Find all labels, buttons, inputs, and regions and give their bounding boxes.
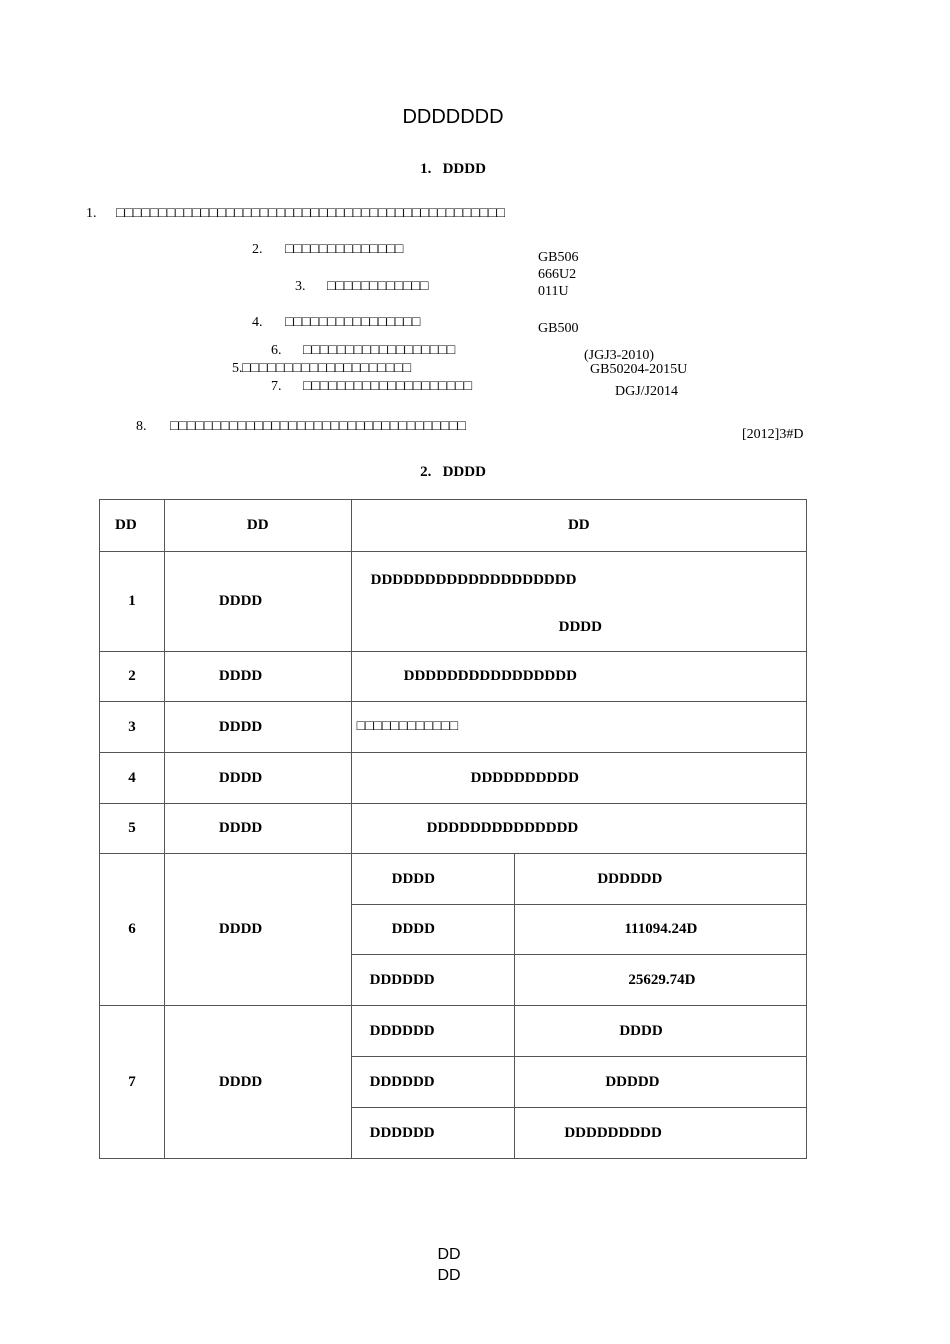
standard-ref: [2012]3#D bbox=[742, 427, 804, 442]
list-item-number: 7. bbox=[271, 379, 282, 394]
sub-label: DDDDDD bbox=[351, 1108, 515, 1159]
sub-value: DDDDD bbox=[515, 1057, 807, 1108]
sub-value: 111094.24D bbox=[515, 905, 807, 955]
table-row bbox=[100, 702, 807, 753]
standard-ref: 011U bbox=[538, 284, 569, 299]
list-item-number: 1. bbox=[86, 206, 97, 221]
project-table bbox=[99, 499, 807, 1159]
list-item-number: 3. bbox=[295, 279, 306, 294]
sub-label: DDDDDD bbox=[351, 1006, 515, 1057]
header-cell: DD bbox=[164, 500, 351, 552]
row-name: DDDD bbox=[164, 854, 351, 1006]
standard-ref: DGJ/J2014 bbox=[615, 384, 679, 399]
row-number: 5 bbox=[100, 804, 165, 854]
sub-label: DDDD bbox=[351, 905, 515, 955]
sub-value: DDDDDD bbox=[515, 854, 807, 905]
standard-ref: GB500 bbox=[538, 321, 579, 336]
table-row bbox=[100, 1006, 807, 1057]
row-content bbox=[351, 552, 806, 652]
row-name: DDDD bbox=[164, 552, 351, 652]
table-row bbox=[100, 804, 807, 854]
row-number: 7 bbox=[100, 1006, 165, 1159]
table-row bbox=[100, 652, 807, 702]
sub-value: DDDDDDDDD bbox=[515, 1108, 807, 1159]
row-content: DDDDDDDDDDDDDDDD bbox=[351, 652, 806, 702]
list-item-number: 2. bbox=[252, 242, 263, 257]
header-cell: DD bbox=[351, 500, 806, 552]
row-number: 2 bbox=[100, 652, 165, 702]
list-item-text: □□□□□□□□□□□□□□□□□□□□□□□□□□□□□□□□□□□ bbox=[170, 419, 466, 434]
row-name: DDDD bbox=[164, 753, 351, 804]
list-item-text: □□□□□□□□□□□□□□□□ bbox=[285, 315, 421, 330]
footer-line: DD bbox=[437, 1267, 461, 1284]
list-item-number: 8. bbox=[136, 419, 147, 434]
list-item-number: 4. bbox=[252, 315, 263, 330]
table-row bbox=[100, 854, 807, 905]
page-footer bbox=[399, 1244, 499, 1286]
list-item-text: □□□□□□□□□□□□ bbox=[327, 279, 429, 294]
standard-ref: (JGJ3-2010) bbox=[584, 348, 654, 363]
document-title: DDDDDDD bbox=[402, 106, 504, 128]
table-row bbox=[100, 552, 807, 652]
row-content: DDDDDDDDDDDDDD bbox=[351, 804, 806, 854]
list-item-number: 5. bbox=[232, 361, 243, 376]
section-2-heading: 2. DDDD bbox=[420, 464, 486, 480]
footer-line: DD bbox=[437, 1246, 461, 1263]
list-item-text: □□□□□□□□□□□□□□□□□□ bbox=[303, 343, 456, 358]
row-number: 4 bbox=[100, 753, 165, 804]
row-name: DDDD bbox=[164, 652, 351, 702]
row-name: DDDD bbox=[164, 1006, 351, 1159]
row-name: DDDD bbox=[164, 702, 351, 753]
row-content: □□□□□□□□□□□□ bbox=[351, 702, 806, 753]
list-item-text: □□□□□□□□□□□□□□□□□□□□ bbox=[242, 361, 412, 376]
sub-label: DDDDDD bbox=[351, 1057, 515, 1108]
standard-ref: GB50204-2015U bbox=[590, 362, 688, 377]
list-item-text: □□□□□□□□□□□□□□□□□□□□ bbox=[303, 379, 473, 394]
row-number: 3 bbox=[100, 702, 165, 753]
standard-ref: GB506 bbox=[538, 250, 579, 265]
standard-ref: 666U2 bbox=[538, 267, 577, 282]
row-content: DDDDDDDDDD bbox=[351, 753, 806, 804]
table-header-row bbox=[100, 500, 807, 552]
sub-label: DDDD bbox=[351, 854, 515, 905]
row-content-line: DDDD bbox=[558, 618, 602, 635]
list-item-number: 6. bbox=[271, 343, 282, 358]
header-cell: DD bbox=[100, 500, 165, 552]
list-item-text: □□□□□□□□□□□□□□ bbox=[285, 242, 404, 257]
sub-value: 25629.74D bbox=[515, 955, 807, 1006]
list-item-text: □□□□□□□□□□□□□□□□□□□□□□□□□□□□□□□□□□□□□□□□□□□□□□ bbox=[116, 206, 505, 221]
row-number: 6 bbox=[100, 854, 165, 1006]
sub-value: DDDD bbox=[515, 1006, 807, 1057]
row-content-line: DDDDDDDDDDDDDDDDDDD bbox=[370, 571, 577, 588]
row-number: 1 bbox=[100, 552, 165, 652]
section-1-heading: 1. DDDD bbox=[420, 161, 486, 177]
table-row bbox=[100, 753, 807, 804]
row-name: DDDD bbox=[164, 804, 351, 854]
sub-label: DDDDDD bbox=[351, 955, 515, 1006]
